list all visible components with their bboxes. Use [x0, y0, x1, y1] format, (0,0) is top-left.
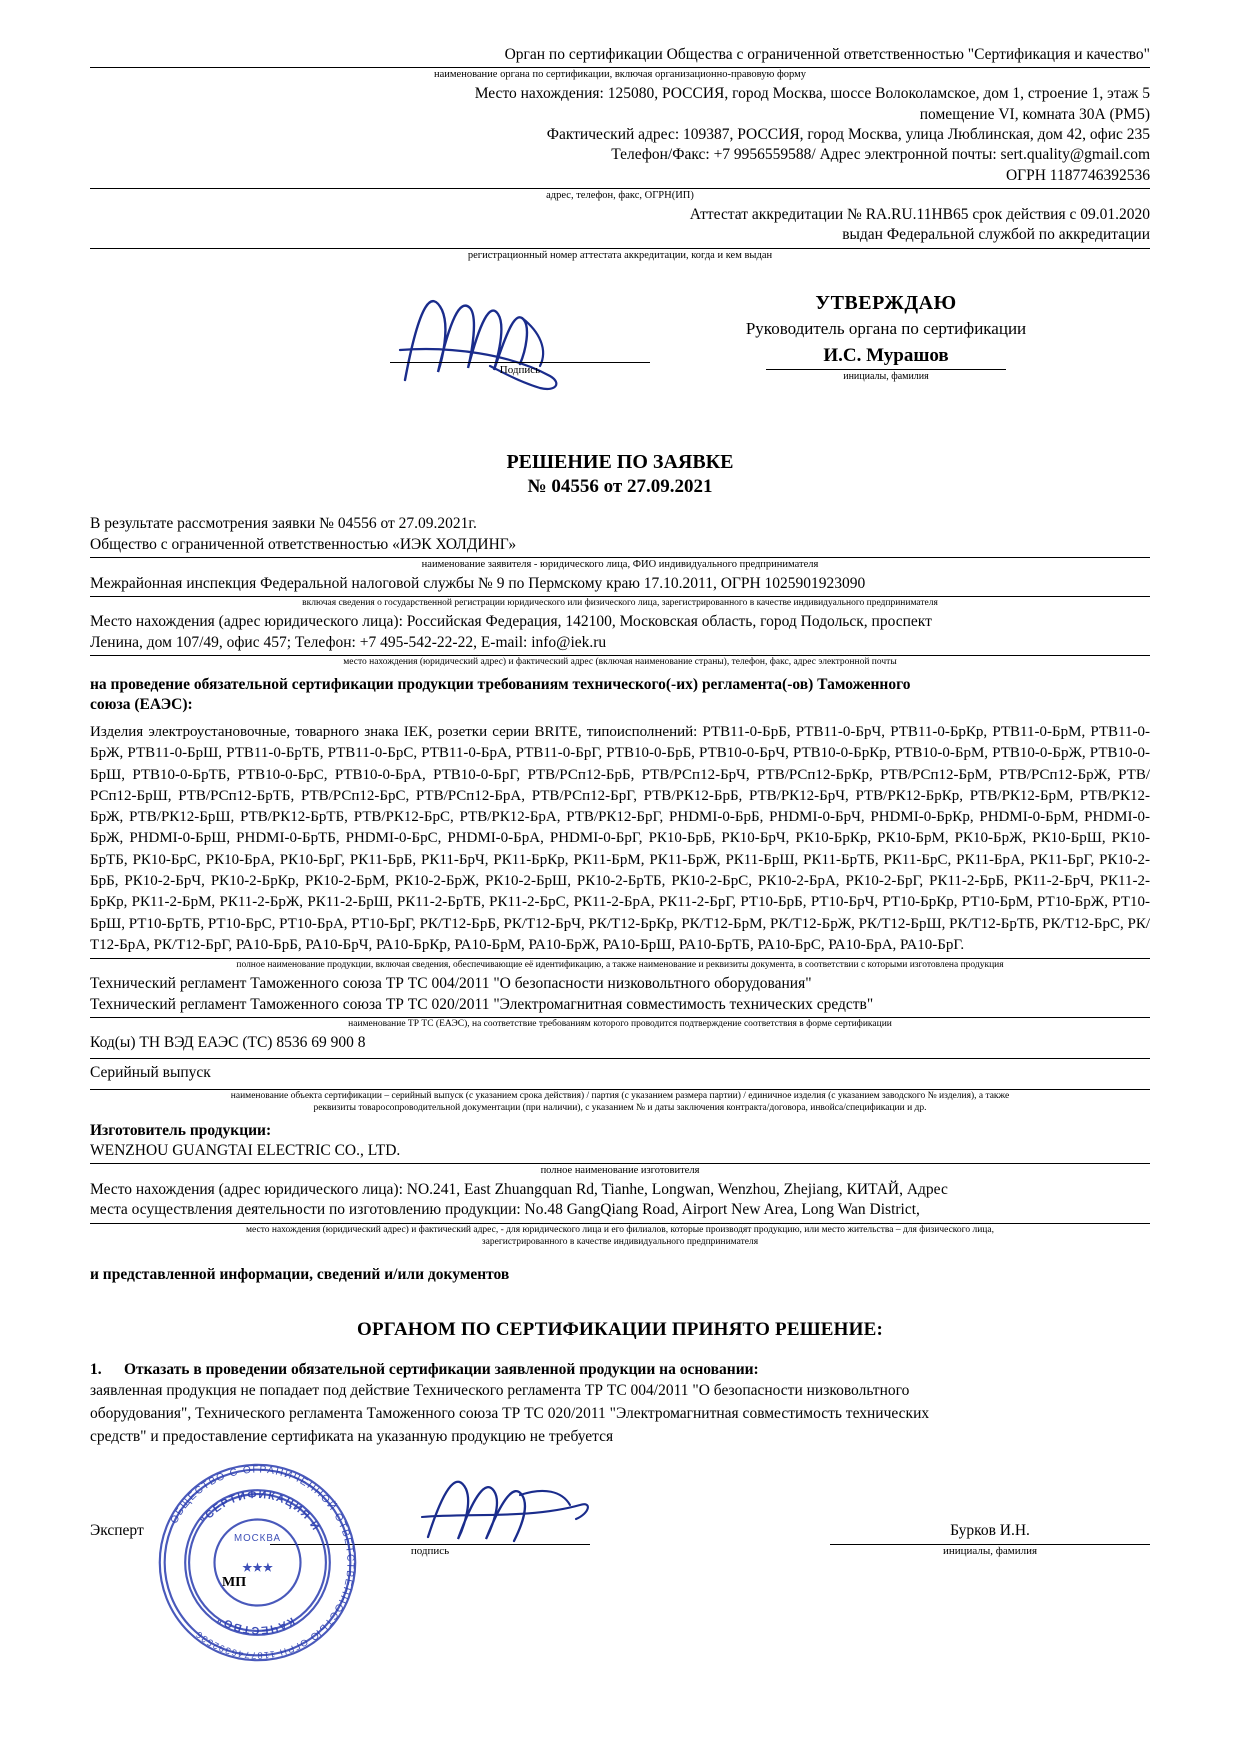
divider — [766, 369, 1006, 370]
certification-body-line: Орган по сертификации Общества с ограниченной ответственностью "Сертификация и качество" — [504, 46, 1150, 63]
decision-body-line-1: заявленная продукция не попадает под действие Технического регламента ТР ТС 004/2011 "О безопасности низковольтного — [90, 1382, 910, 1400]
expert-label: Эксперт — [90, 1521, 144, 1539]
product-description: Изделия электроустановочные, товарного знака IEK, розетки серии BRITE, типоисполнений: РТВ11-0-БрБ, РТВ11-0-БрЧ, РТВ11-0-БрКр, РТВ11-0-БрМ, РТВ11-0-БрЖ, РТВ11-0-БрШ, РТВ11-0-БрТБ, РТВ11-0-БрС, РТВ11-0-БрА, РТВ11-0-БрГ, РТВ10-0-БрБ, РТВ10-0-БрЧ, РТВ10-0-БрКр, РТВ10-0-БрМ, РТВ10-0-БрЖ, РТВ10-0-БрШ, РТВ10-0-БрТБ, РТВ10-0-БрС, РТВ10-0-БрА, РТВ10-0-БрГ, РТВ/РСп12-БрБ, РТВ/РСп12-БрЧ, РТВ/РСп12-БрКр, РТВ/РСп12-БрМ, РТВ/РСп12-БрЖ, РТВ/РСп12-БрШ, РТВ/РСп12-БрТБ, РТВ/РСп12-БрС, РТВ/РСп12-БрА, РТВ/РСп12-БрГ, РТВ/РК12-БрБ, РТВ/РК12-БрЧ, РТВ/РК12-БрКр, РТВ/РК12-БрМ, РТВ/РК12-БрЖ, РТВ/РК12-БрШ, РТВ/РК12-БрТБ, РТВ/РК12-БрС, РТВ/РК12-БрА, РТВ/РК12-БрГ, PHDMI-0-БрБ, PHDMI-0-БрЧ, PHDMI-0-БрКр, PHDMI-0-БрМ, PHDMI-0-БрЖ, PHDMI-0-БрШ, PHDMI-0-БрТБ, PHDMI-0-БрС, PHDMI-0-БрА, PHDMI-0-БрГ, РК10-БрБ, РК10-БрЧ, РК10-БрКр, РК10-БрМ, РК10-БрЖ, РК10-БрШ, РК10-БрТБ, РК10-БрС, РК10-БрА, РК10-БрГ, РК11-БрБ, РК11-БрЧ, РК11-БрКр, РК11-БрМ, РК11-БрЖ, РК11-БрШ, РК11-БрТБ, РК11-БрС, РК11-БрА, РК11-БрГ, РК10-2-БрБ, РК10-2-БрЧ, РК10-2-БрКр, РК10-2-БрМ, РК10-2-БрЖ, РК10-2-БрШ, РК10-2-БрТБ, РК10-2-БрС, РК10-2-БрА, РК10-2-БрГ, РК11-2-БрБ, РК11-2-БрЧ, РК11-2-БрКр, РК11-2-БрМ, РК11-2-БрЖ, РК11-2-БрШ, РК11-2-БрТБ, РК11-2-БрС, РК11-2-БрА, РК11-2-БрГ, РТ10-БрБ, РТ10-БрЧ, РТ10-БрКр, РТ10-БрМ, РТ10-БрЖ, РТ10-БрШ, РТ10-БрТБ, РТ10-БрС, РТ10-БрА, РТ10-БрГ, РК/Т12-БрБ, РК/Т12-БрЧ, РК/Т12-БрКр, РК/Т12-БрМ, РК/Т12-БрЖ, РК/Т12-БрШ, РК/Т12-БрТБ, РК/Т12-БрС, РК/Т12-БрА, РК/Т12-БрГ, РА10-БрБ, РА10-БрЧ, РА10-БрКр, РА10-БрМ, РА10-БрЖ, РА10-БрШ, РА10-БрТБ, РА10-БрС, РА10-БрА, РА10-БрГ. — [90, 723, 1150, 953]
divider — [90, 1058, 1150, 1059]
expert-signature-caption: подпись — [270, 1544, 590, 1557]
regulation-line-2: Технический регламент Таможенного союза ТР ТС 020/2011 "Электромагнитная совместимость технических средств" — [90, 995, 874, 1013]
divider — [90, 1223, 1150, 1224]
applicant-address-caption: место нахождения (юридический адрес) и фактический адрес (включая наименование страны), телефон, факс, адрес электронной почты — [343, 657, 897, 668]
manufacturer-address-line-2: места осуществления деятельности по изготовлению продукции: No.48 GangQiang Road, Airport New Area, Long Wan District, — [90, 1201, 920, 1219]
applicant-name: Общество с ограниченной ответственностью «ИЭК ХОЛДИНГ» — [90, 535, 517, 553]
manufacturer-address-caption-1: место нахождения (юридический адрес) и фактический адрес, - для юридического лица и его филиалов, которые производят продукцию, или место жительства – для физического лица, — [246, 1224, 994, 1235]
svg-text:"СЕРТИФИКАЦИЯ И: "СЕРТИФИКАЦИЯ И — [198, 1488, 323, 1534]
decision-item-label: Отказать в проведении обязательной сертификации заявленной продукции на основании: — [124, 1361, 759, 1379]
applicant-address-line-1: Место нахождения (адрес юридического лица): Российская Федерация, 142100, Московская область, город Подольск, проспект — [90, 613, 932, 631]
application-intro: В результате рассмотрения заявки № 04556 от 27.09.2021г. — [90, 515, 477, 533]
approve-role: Руководитель органа по сертификации — [745, 319, 1027, 339]
decision-item-number: 1. — [90, 1361, 102, 1379]
decision-title: ОРГАНОМ ПО СЕРТИФИКАЦИИ ПРИНЯТО РЕШЕНИЕ: — [356, 1319, 884, 1341]
certification-body-caption: наименование органа по сертификации, включая организационно-правовую форму — [434, 69, 806, 81]
address-caption: адрес, телефон, факс, ОГРН(ИП) — [546, 190, 694, 202]
object-caption-line-2: реквизиты товаросопроводительной документации (при наличии), с указанием № и даты заключения контракта/договора, инвойса/спецификации и др. — [313, 1102, 927, 1113]
manufacturer-name: WENZHOU GUANGTAI ELECTRIC CO., LTD. — [90, 1141, 401, 1159]
serial-release: Серийный выпуск — [90, 1064, 211, 1082]
document-number: № 04556 от 27.09.2021 — [527, 476, 713, 498]
document-body — [90, 514, 1150, 1569]
location-line-2: помещение VI, комната 30А (РМ5) — [919, 105, 1150, 123]
decision-body-line-3: средств" и предоставление сертификата на указанную продукцию не требуется — [90, 1427, 614, 1445]
document-header — [90, 0, 1150, 262]
approval-block — [90, 284, 1150, 449]
svg-text:МОСКВА: МОСКВА — [233, 1533, 282, 1544]
object-caption-line-1: наименование объекта сертификации – серийный выпуск (с указанием срока действия) / партия (с указанием размера партии) / единичное изделия (с указанием заводского № изделия), а также — [230, 1090, 1010, 1101]
divider — [90, 655, 1150, 656]
svg-text:ОБЩЕСТВО С ОГРАНИЧЕННОЙ ОТВЕТС: ОБЩЕСТВО С ОГРАНИЧЕННОЙ ОТВЕТСТВЕННОСТЬЮ — [168, 1464, 356, 1644]
applicant-registration: Межрайонная инспекция Федеральной налоговой службы № 9 по Пермскому краю 17.10.2011, ОГРН 1025901923090 — [90, 574, 866, 592]
divider — [90, 1163, 1150, 1164]
manufacturer-address-caption-2: зарегистрированного в качестве индивидуального предпринимателя — [481, 1236, 759, 1247]
ogrn-line: ОГРН 1187746392536 — [1005, 166, 1150, 184]
manufacturer-caption: полное наименование изготовителя — [540, 1165, 700, 1177]
divider — [90, 248, 1150, 249]
applicant-address-line-2: Ленина, дом 107/49, офис 457; Телефон: +7 495-542-22-22, E-mail: info@iek.ru — [90, 633, 607, 651]
expert-signature-mark — [420, 1465, 600, 1555]
svg-text:ОГРН 1187746392536: ОГРН 1187746392536 — [193, 1628, 310, 1661]
signature-column — [390, 294, 650, 376]
svg-text:★ ★ ★: ★ ★ ★ — [243, 1562, 272, 1573]
actual-address-line: Фактический адрес: 109387, РОССИЯ, город Москва, улица Люблинская, дом 42, офис 235 — [546, 125, 1150, 143]
manufacturer-label: Изготовитель продукции: — [90, 1121, 272, 1139]
svg-text:КАЧЕСТВО": КАЧЕСТВО" — [214, 1611, 297, 1637]
divider — [390, 362, 650, 363]
purpose-line-2: союза (ЕАЭС): — [90, 696, 193, 714]
accreditation-line-2: выдан Федеральной службой по аккредитации — [842, 226, 1150, 244]
divider — [90, 67, 1150, 68]
manufacturer-address-line-1: Место нахождения (адрес юридического лица): NO.241, East Zhuangquan Rd, Tianhe, Longwan, Wenzhou, Zhejiang, КИТАЙ, Адрес — [90, 1181, 948, 1198]
decision-item-1 — [90, 1361, 1150, 1379]
expert-name: Бурков И.Н. — [950, 1521, 1030, 1539]
regulation-caption: наименование ТР ТС (ЕАЭС), на соответствие требованиям которого проводится подтверждение соответствия в форме сертификации — [348, 1018, 892, 1029]
phone-email-line: Телефон/Факс: +7 9956559588/ Адрес электронной почты: sert.quality@gmail.com — [611, 146, 1150, 164]
applicant-registration-caption: включая сведения о государственной регистрации юридического или физического лица, зарегистрированного в качестве индивидуального предпринимателя — [302, 598, 938, 609]
divider — [90, 557, 1150, 558]
document-title: РЕШЕНИЕ ПО ЗАЯВКЕ — [506, 451, 734, 474]
product-caption: полное наименование продукции, включая сведения, обеспечивающие её идентификацию, а также наименование и реквизиты документа, в соответствии с которыми изготовлена продукция — [236, 960, 1004, 971]
signature-caption: Подпись — [499, 364, 541, 377]
tnved-code: Код(ы) ТН ВЭД ЕАЭС (ТС) 8536 69 900 8 — [90, 1033, 366, 1051]
divider — [90, 1017, 1150, 1018]
decision-body-line-2: оборудования", Технического регламента Таможенного союза ТР ТС 020/2011 "Электромагнитная совместимость технических — [90, 1405, 930, 1423]
applicant-name-caption: наименование заявителя - юридического лица, ФИО индивидуального предпринимателя — [421, 559, 819, 571]
purpose-line-1: на проведение обязательной сертификации продукции требованиям технического(-их) регламента(-ов) Таможенного — [90, 676, 911, 694]
approve-title: УТВЕРЖДАЮ — [815, 292, 957, 315]
submitted-info-line: и представленной информации, сведений и/или документов — [90, 1265, 510, 1283]
stamp-mp-label: МП — [222, 1575, 247, 1590]
company-seal-stamp — [150, 1455, 365, 1670]
divider — [90, 1089, 1150, 1090]
expert-name-caption: инициалы, фамилия — [830, 1544, 1150, 1557]
location-line-1: Место нахождения: 125080, РОССИЯ, город Москва, шоссе Волоколамское, дом 1, строение 1, этаж 5 — [474, 85, 1150, 103]
accreditation-line-1: Аттестат аккредитации № RA.RU.11НВ65 срок действия с 09.01.2020 — [689, 205, 1150, 223]
divider — [90, 188, 1150, 189]
regulation-line-1: Технический регламент Таможенного союза ТР ТС 004/2011 "О безопасности низковольтного оборудования" — [90, 975, 812, 993]
approve-name: И.С. Мурашов — [823, 345, 949, 367]
approve-column — [646, 292, 1126, 382]
accreditation-caption: регистрационный номер аттестата аккредитации, когда и кем выдан — [467, 249, 773, 261]
approve-name-caption: инициалы, фамилия — [843, 371, 929, 383]
